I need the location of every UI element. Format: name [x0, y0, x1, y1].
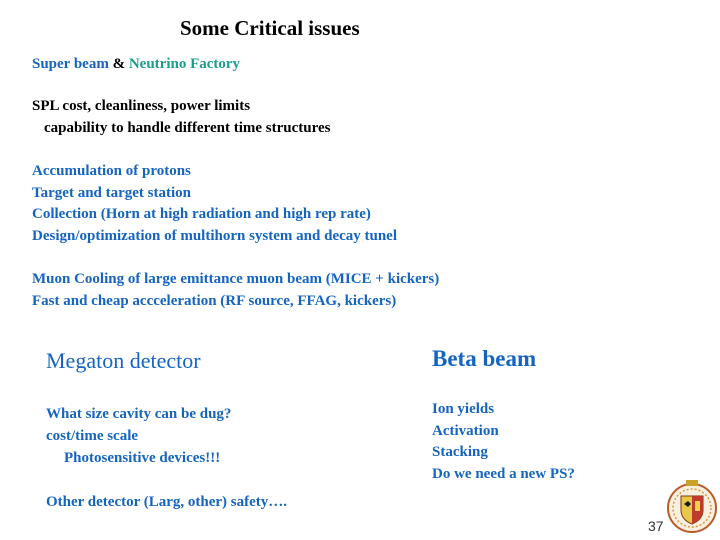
- megaton-heading: Megaton detector: [46, 348, 201, 373]
- spl-line-1: SPL cost, cleanliness, power limits: [32, 98, 251, 114]
- megaton-line-1: What size cavity can be dug?: [46, 406, 232, 422]
- beta-item: Ion yields: [432, 401, 495, 417]
- other-detector-line: Other detector (Larg, other) safety….: [46, 494, 288, 510]
- beta-item: Stacking: [432, 444, 488, 460]
- university-seal-icon: [664, 478, 720, 538]
- ampersand: &: [112, 56, 126, 72]
- beta-item: Do we need a new PS?: [432, 465, 575, 482]
- megaton-line-3: Photosensitive devices!!!: [64, 450, 221, 466]
- beta-heading: Beta beam: [432, 346, 537, 371]
- megaton-line-2: cost/time scale: [46, 428, 139, 444]
- muon-item: Fast and cheap accceleration (RF source, FFAG, kickers): [32, 292, 397, 309]
- target-item: Design/optimization of multihorn system and decay tunel: [32, 227, 398, 244]
- intro-line: [32, 54, 240, 76]
- beta-item: Activation: [432, 422, 499, 439]
- super-beam-label: Super beam: [32, 56, 109, 72]
- slide-title: Some Critical issues: [180, 16, 360, 40]
- page-number: 37: [648, 518, 664, 534]
- neutrino-factory-label: Neutrino Factory: [128, 56, 241, 72]
- target-item: Target and target station: [32, 184, 192, 201]
- beta-list: [432, 399, 575, 485]
- muon-block: [32, 269, 439, 312]
- spl-line-2: capability to handle different time structures: [44, 120, 331, 136]
- target-item: Collection (Horn at high radiation and high rep rate): [32, 206, 371, 222]
- target-block: [32, 161, 397, 247]
- muon-item: Muon Cooling of large emittance muon beam (MICE + kickers): [32, 271, 440, 287]
- target-item: Accumulation of protons: [32, 163, 191, 179]
